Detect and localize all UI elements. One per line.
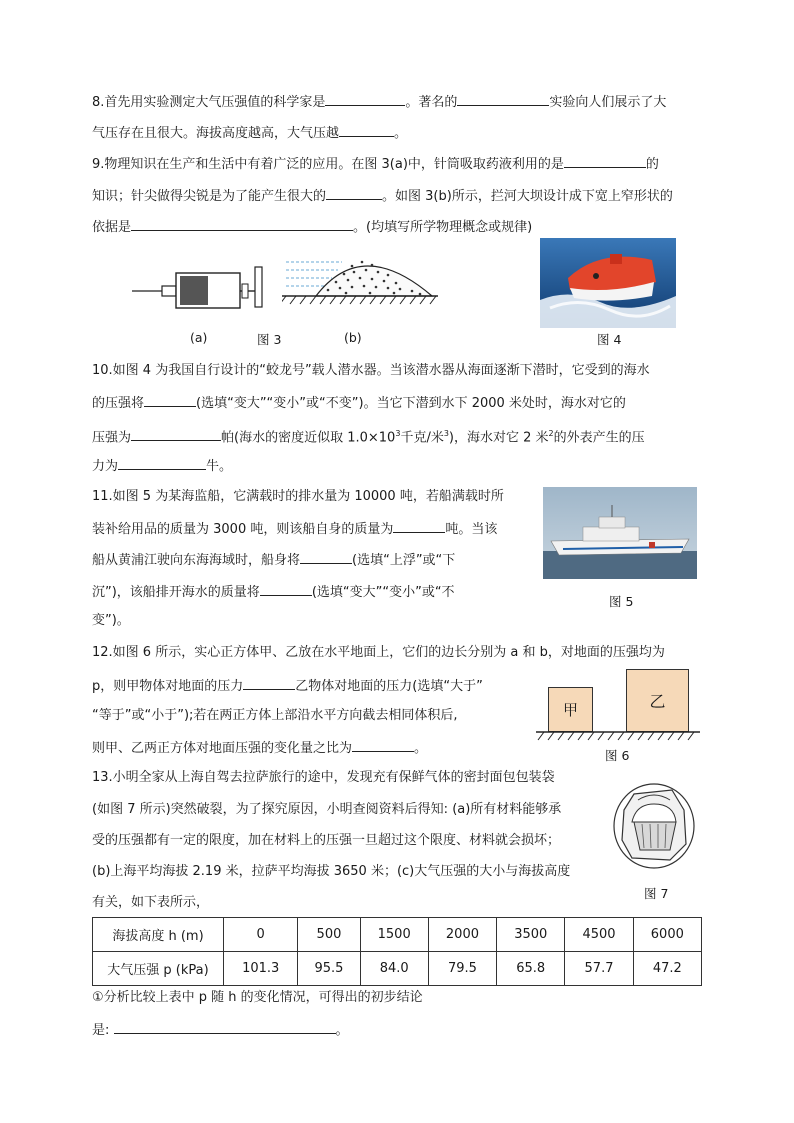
table-cell: 47.2 — [633, 952, 701, 986]
table-cell: 0 — [224, 918, 298, 952]
answer-blank[interactable] — [339, 123, 394, 137]
answer-blank[interactable] — [564, 154, 646, 168]
table-cell: 79.5 — [428, 952, 496, 986]
answer-blank[interactable] — [326, 186, 382, 200]
answer-blank[interactable] — [131, 217, 353, 231]
fig4-caption: 图 4 — [597, 332, 622, 347]
q10-line-1: 10.如图 4 为我国自行设计的“蛟龙号”载人潜水器。当该潜水器从海面逐渐下潜时，它受到的海水 — [92, 363, 650, 378]
answer-blank[interactable] — [114, 1020, 336, 1034]
answer-blank[interactable] — [393, 519, 445, 533]
table-cell: 3500 — [497, 918, 565, 952]
answer-blank[interactable] — [243, 676, 295, 690]
altitude-pressure-table — [92, 917, 702, 986]
table-cell: 6000 — [633, 918, 701, 952]
q11-line-2: 装补给用品的质量为 3000 吨，则该船自身的质量为 吨。当该 — [92, 519, 497, 539]
syringe-figure — [132, 262, 268, 312]
cube-b-label: 乙 — [649, 692, 666, 711]
fig3b-label: (b) — [344, 330, 362, 345]
q13-line-3: 受的压强都有一定的限度，加在材料上的压强一旦超过这个限度、材料就会损坏； — [92, 833, 561, 848]
table-cell: 500 — [298, 918, 360, 952]
fig7-caption: 图 7 — [644, 886, 669, 901]
table-cell: 4500 — [565, 918, 633, 952]
fig3-caption: 图 3 — [257, 332, 282, 347]
q11-line-3: 船从黄浦江驶向东海海域时，船身将 (选填“上浮”或“下 — [92, 550, 455, 570]
dam-figure — [282, 248, 438, 310]
table-row — [93, 952, 702, 986]
q13-line-5: 有关，如下表所示， — [92, 895, 210, 910]
patrol-ship-photo — [543, 487, 697, 579]
q13-line-1: 13.小明全家从上海自驾去拉萨旅行的途中，发现充有保鲜气体的密封面包包装袋 — [92, 770, 555, 785]
table-cell: 2000 — [428, 918, 496, 952]
q12-line-2: p，则甲物体对地面的压力 乙物体对地面的压力(选填“大于” — [92, 676, 483, 696]
fig3a-label: (a) — [190, 330, 208, 345]
bread-bag-figure — [610, 780, 698, 872]
q8-line-2: 气压存在且很大。海拔高度越高，大气压越 。 — [92, 123, 407, 143]
q8-line-1: 8.首先用实验测定大气压强值的科学家是 。著名的 实验向人们展示了大 — [92, 92, 666, 112]
q13-1-line-2: 是: 。 — [92, 1020, 349, 1040]
table-cell: 101.3 — [224, 952, 298, 986]
row-header: 海拔高度 h (m) — [93, 918, 224, 952]
table-row — [93, 918, 702, 952]
q10-line-4: 力为 牛。 — [92, 456, 232, 476]
table-cell: 95.5 — [298, 952, 360, 986]
q13-line-2: (如图 7 所示)突然破裂，为了探究原因，小明查阅资料后得知: (a)所有材料能够承 — [92, 802, 562, 817]
q12-line-3: “等于”或“小于”);若在两正方体上部沿水平方向截去相同体积后, — [92, 708, 458, 723]
q12-line-4: 则甲、乙两正方体对地面压强的变化量之比为 。 — [92, 738, 427, 758]
cube-a-label: 甲 — [562, 701, 578, 719]
q11-line-4: 沉”)，该船排开海水的质量将 (选填“变大”“变小”或“不 — [92, 582, 455, 602]
q13-1-line-1: ①分析比较上表中 p 随 h 的变化情况，可得出的初步结论 — [92, 990, 423, 1005]
answer-blank[interactable] — [325, 92, 405, 106]
answer-blank[interactable] — [352, 738, 414, 752]
table-cell: 84.0 — [360, 952, 428, 986]
q9-line-2: 知识；针尖做得尖锐是为了能产生很大的 。如图 3(b)所示，拦河大坝设计成下宽上窄形状的 — [92, 186, 673, 206]
q11-line-1: 11.如图 5 为某海监船，它满载时的排水量为 10000 吨，若船满载时所 — [92, 489, 504, 504]
q10-line-2: 的压强将 (选填“变大”“变小”或“不变”)。当它下潜到水下 2000 米处时，海水对它的 — [92, 393, 626, 413]
answer-blank[interactable] — [457, 92, 549, 106]
q9-line-1: 9.物理知识在生产和生活中有着广泛的应用。在图 3(a)中，针筒吸取药液利用的是 的 — [92, 154, 659, 174]
q13-line-4: (b)上海平均海拔 2.19 米，拉萨平均海拔 3650 米；(c)大气压强的大小与海拔高度 — [92, 864, 571, 879]
q12-line-1: 12.如图 6 所示，实心正方体甲、乙放在水平地面上，它们的边长分别为 a 和 b，对地面的压强均为 — [92, 645, 665, 660]
row-header: 大气压强 p (kPa) — [93, 952, 224, 986]
table-cell: 1500 — [360, 918, 428, 952]
fig6-caption: 图 6 — [605, 748, 630, 763]
q10-line-3: 压强为 帕(海水的密度近似取 $1.0\times 10^3$千克/米$^3$)，海水对它 2 米$^2$的外表产生的压 — [92, 429, 645, 446]
table-cell: 57.7 — [565, 952, 633, 986]
fig5-caption: 图 5 — [609, 594, 634, 609]
table-cell: 65.8 — [497, 952, 565, 986]
submersible-photo — [540, 238, 676, 328]
q9-line-3: 依据是 。(均填写所学物理概念或规律) — [92, 217, 532, 237]
cube-a — [548, 687, 593, 732]
answer-blank[interactable] — [300, 550, 352, 564]
q11-line-5: 变”)。 — [92, 613, 130, 628]
cube-b — [626, 669, 689, 732]
answer-blank[interactable] — [118, 456, 206, 470]
ground-hatch — [536, 731, 700, 741]
answer-blank[interactable] — [131, 427, 221, 441]
answer-blank[interactable] — [260, 582, 312, 596]
answer-blank[interactable] — [144, 393, 196, 407]
